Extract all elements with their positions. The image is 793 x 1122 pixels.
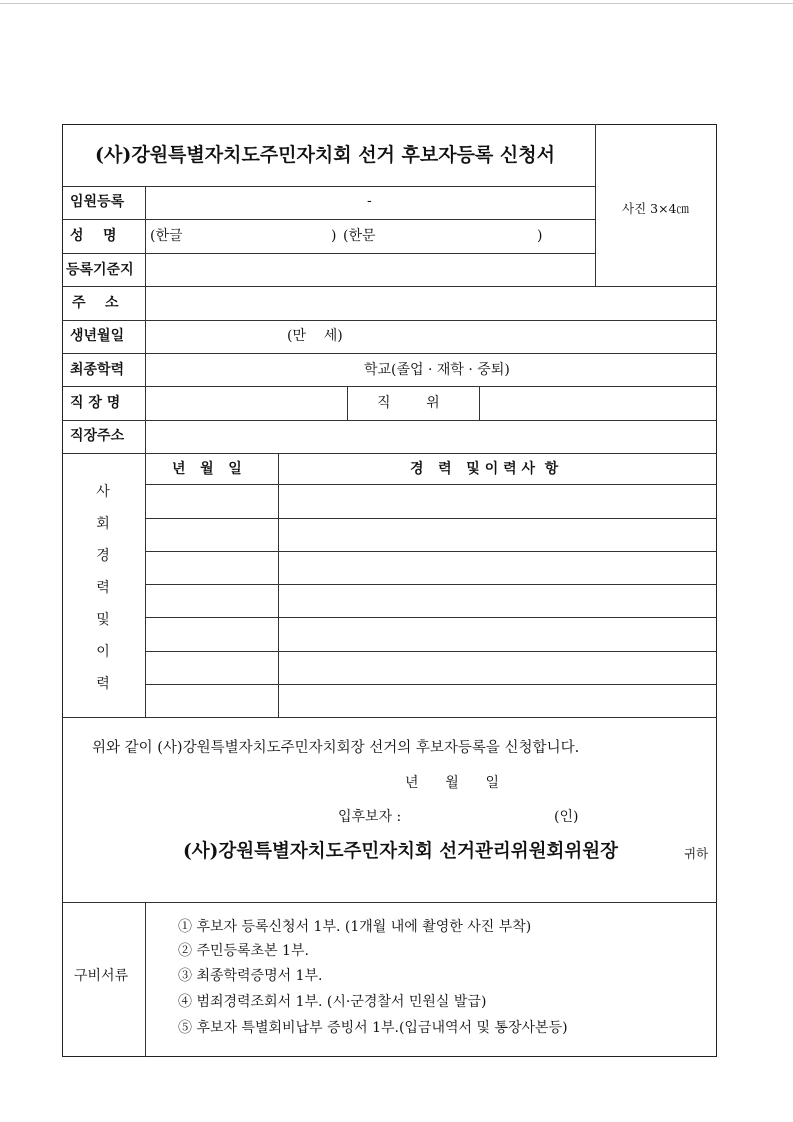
- applicant-seal: (인): [554, 809, 579, 825]
- career-col-details: 경 력 및 이 력 사 항: [410, 461, 559, 477]
- recipient-honorific: 귀하: [684, 846, 709, 861]
- label-registration: 임원등록: [70, 194, 125, 210]
- rule-career-date-col: [278, 453, 279, 717]
- applicant-label: 입후보자 :: [338, 809, 402, 825]
- education-value: 학교(졸업 · 재학 · 중퇴): [364, 362, 510, 378]
- name-hangul-open: (한글: [150, 228, 183, 244]
- declaration-statement: 위와 같이 (사)강원특별자치도주민자치회장 선거의 후보자등록을 신청합니다.: [92, 740, 580, 756]
- rule-registration-bottom: [62, 219, 595, 220]
- label-registered-domicile: 등록기준지: [66, 262, 134, 278]
- rule-label-column: [145, 186, 146, 717]
- career-side-char: 이: [96, 644, 110, 660]
- birth-age: (만 세): [287, 328, 343, 344]
- rule-photo-left: [595, 124, 596, 286]
- rule-domicile-bottom: [62, 286, 717, 287]
- registration-value: -: [367, 193, 372, 209]
- rule-career-row: [145, 684, 717, 685]
- rule-birth-bottom: [62, 353, 717, 354]
- rule-career-row: [145, 651, 717, 652]
- label-workplace: 직 장 명: [70, 395, 121, 411]
- rule-name-bottom: [62, 253, 595, 254]
- label-name: 성 명: [70, 228, 117, 244]
- recipient: (사)강원특별자치도주민자치회 선거관리위원회위원장: [183, 841, 618, 862]
- rule-education-bottom: [62, 386, 717, 387]
- rule-address-bottom: [62, 320, 717, 321]
- label-birth: 생년월일: [70, 328, 125, 344]
- career-col-date: 년 월 일: [172, 461, 242, 477]
- rule-workplace-split-a: [347, 386, 348, 420]
- scan-edge-line: [0, 3, 793, 4]
- rule-career-row: [145, 617, 717, 618]
- rule-career-row: [145, 518, 717, 519]
- name-hangul-close: ): [331, 228, 337, 244]
- name-hanja-close: ): [537, 228, 543, 244]
- document-item-5: ⑤ 후보자 특별회비납부 증빙서 1부.(입금내역서 및 통장사본등): [178, 1020, 568, 1036]
- rule-career-row: [145, 584, 717, 585]
- rule-declaration-bottom: [62, 902, 717, 903]
- rule-label-column-docs: [145, 902, 146, 1057]
- document-item-4: ④ 범죄경력조회서 1부. (시·군경찰서 민원실 발급): [178, 994, 487, 1010]
- label-address: 주 소: [72, 295, 119, 311]
- rule-workplace-split-b: [479, 386, 480, 420]
- document-item-1: ① 후보자 등록신청서 1부. (1개월 내에 촬영한 사진 부착): [178, 919, 532, 935]
- document-item-3: ③ 최종학력증명서 1부.: [178, 968, 323, 984]
- label-position: 직 위: [377, 395, 440, 411]
- form-title: (사)강원특별자치도주민자치회 선거 후보자등록 신청서: [95, 144, 555, 166]
- label-documents: 구비서류: [74, 968, 129, 984]
- career-side-char: 력: [96, 580, 110, 596]
- declaration-date: 년 월 일: [405, 775, 499, 791]
- label-workplace-address: 직장주소: [70, 428, 125, 444]
- career-side-char: 력: [96, 676, 110, 692]
- rule-workaddress-bottom: [62, 453, 717, 454]
- rule-career-row: [145, 551, 717, 552]
- career-side-char: 경: [96, 548, 110, 564]
- label-education: 최종학력: [70, 362, 125, 378]
- rule-title-bottom: [62, 186, 595, 187]
- document-item-2: ② 주민등록초본 1부.: [178, 943, 309, 959]
- career-side-char: 및: [96, 612, 110, 628]
- name-hanja-open: (한문: [343, 228, 376, 244]
- career-side-char: 사: [96, 484, 110, 500]
- rule-career-header: [145, 484, 717, 485]
- career-side-char: 회: [96, 516, 110, 532]
- application-form: [62, 124, 717, 1057]
- photo-label: 사진 3×4㎝: [622, 201, 690, 216]
- rule-workplace-bottom: [62, 420, 717, 421]
- rule-career-bottom: [62, 717, 717, 718]
